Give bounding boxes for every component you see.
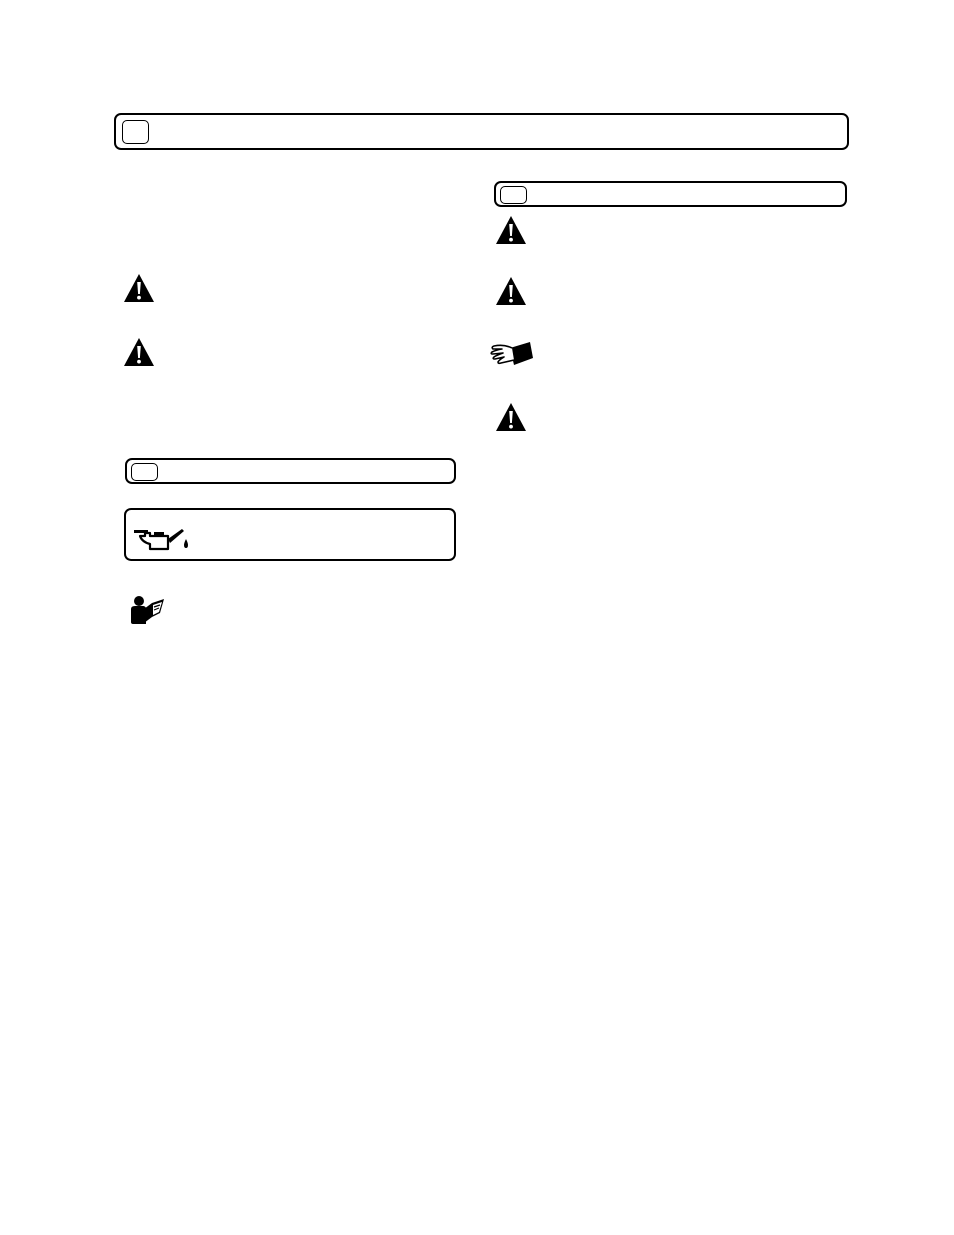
warning-triangle-icon — [123, 337, 155, 367]
right-subsection-tab — [500, 186, 527, 204]
left-subsection-header — [125, 458, 456, 484]
main-section-header — [114, 113, 849, 150]
warning-triangle-icon — [495, 402, 527, 432]
read-manual-icon — [130, 595, 166, 625]
main-section-tab — [122, 120, 149, 144]
warning-triangle-icon — [495, 215, 527, 245]
left-subsection-tab — [131, 463, 158, 481]
warning-triangle-icon — [123, 273, 155, 303]
warning-triangle-icon — [495, 276, 527, 306]
oil-note-box — [124, 508, 456, 561]
oil-can-icon — [132, 522, 192, 552]
protective-glove-icon — [490, 338, 534, 368]
right-subsection-header — [494, 181, 847, 207]
